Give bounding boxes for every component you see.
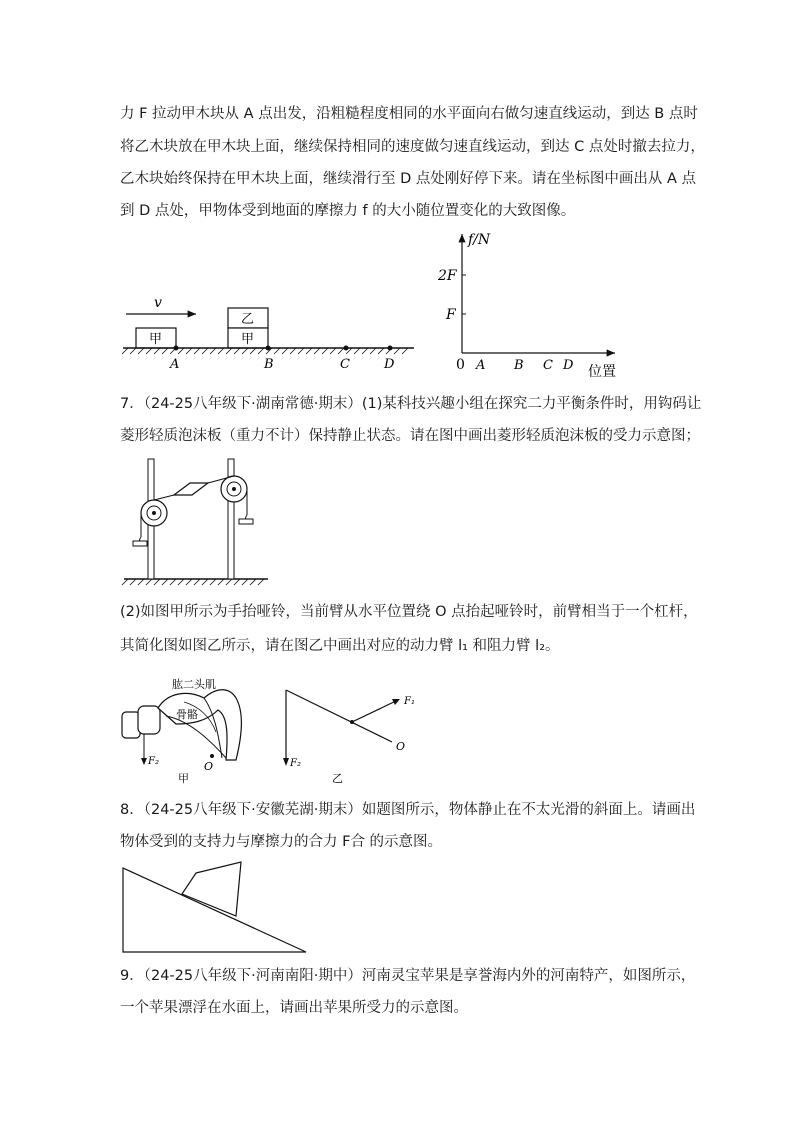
- block-yi-label: 乙: [241, 312, 255, 327]
- q9-line-1: 9．（24-25八年级下·河南南阳·期中）河南灵宝苹果是享誉海内外的河南特产，如图所示，: [120, 968, 696, 984]
- pivot-o-left: [210, 754, 214, 758]
- q7-arm-diagram: [118, 672, 258, 784]
- q6-friction-axes: [430, 226, 630, 381]
- block-jia-label-2: 甲: [241, 332, 255, 347]
- q7-line-3: (2)如图甲所示为手抬哑铃，当前臂从水平位置绕 O 点抬起哑铃时，前臂相当于一个杠杆，: [120, 604, 698, 620]
- label-d: D: [384, 357, 395, 372]
- arm-outline: [158, 690, 241, 760]
- origin-label: 0: [456, 357, 465, 373]
- q7-line-4: 其简化图如图乙所示，请在图乙中画出对应的动力臂 l₁ 和阻力臂 l₂。: [120, 638, 560, 654]
- right-weight: [239, 519, 253, 524]
- q6-line-1: 力 F 拉动甲木块从 A 点出发，沿粗糙程度相同的水平面向右做匀速直线运动，到达 B 点时: [120, 106, 698, 122]
- q8-line-1: 8．（24-25八年级下·安徽芜湖·期末）如题图所示，物体静止在不太光滑的斜面上。请画出: [120, 802, 696, 818]
- x-tick-c: C: [543, 358, 553, 373]
- diamond-foam-board: [174, 483, 208, 495]
- f2-label: F₂: [290, 758, 301, 769]
- q7-lever-diagram: [272, 680, 422, 785]
- velocity-label: v: [154, 295, 162, 311]
- biceps-label: 肱二头肌: [172, 678, 216, 691]
- q8-incline-diagram: [118, 858, 318, 958]
- q9-line-2: 一个苹果漂浮在水面上，请画出苹果所受力的示意图。: [120, 1000, 468, 1016]
- point-c: [344, 346, 349, 351]
- f1-application-point: [350, 720, 354, 724]
- f1-label: F₁: [404, 696, 415, 707]
- point-b: [266, 346, 271, 351]
- block-jia-label: 甲: [149, 332, 163, 347]
- x-tick-a: A: [476, 358, 486, 373]
- q6-block-diagram: [118, 292, 418, 372]
- base-hatching: [122, 579, 264, 585]
- point-a: [174, 346, 179, 351]
- q7-line-1: 7．（24-25八年级下·湖南常德·期末）(1)某科技兴趣小组在探究二力平衡条件时，用钩码让: [120, 396, 702, 412]
- label-a: A: [170, 357, 180, 372]
- lever-rod: [286, 690, 392, 742]
- label-c: C: [340, 357, 350, 372]
- q7-line-2: 菱形轻质泡沫板（重力不计）保持静止状态。请在图中画出菱形轻质泡沫板的受力示意图；: [120, 428, 700, 444]
- o-label-left: O: [204, 760, 214, 773]
- q6-line-2: 将乙木块放在甲木块上面，继续保持相同的速度做匀速直线运动，到达 C 点处时撤去拉力，: [120, 139, 705, 155]
- bone-label: 骨骼: [176, 708, 198, 721]
- x-axis-label: 位置: [588, 364, 616, 380]
- tick-2f-label: 2F: [438, 268, 457, 284]
- point-d: [388, 346, 393, 351]
- fig-yi-label: 乙: [332, 772, 343, 785]
- x-tick-d: D: [563, 358, 574, 373]
- y-axis-label: f/N: [468, 232, 491, 248]
- o-label: O: [396, 740, 406, 753]
- left-weight: [133, 541, 147, 546]
- q8-line-2: 物体受到的支持力与摩擦力的合力 F合 的示意图。: [120, 834, 443, 850]
- tick-f-label: F: [446, 307, 456, 323]
- ground-hatching: [122, 348, 408, 354]
- label-b: B: [264, 357, 274, 372]
- q6-line-3: 乙木块始终保持在甲木块上面，继续滑行至 D 点处刚好停下来。请在坐标图中画出从 A 点: [120, 171, 697, 187]
- q7-pulley-diagram: [118, 455, 278, 590]
- f2-label-left: F₂: [148, 756, 159, 767]
- dumbbell-right-plate: [138, 706, 160, 734]
- f1-arrow: [352, 700, 398, 722]
- dumbbell-left-plate: [122, 712, 140, 738]
- left-string: [154, 495, 174, 500]
- fig-jia-label: 甲: [178, 772, 189, 784]
- q6-line-4: 到 D 点处，甲物体受到地面的摩擦力 f 的大小随位置变化的大致图像。: [120, 203, 576, 219]
- x-tick-b: B: [514, 358, 524, 373]
